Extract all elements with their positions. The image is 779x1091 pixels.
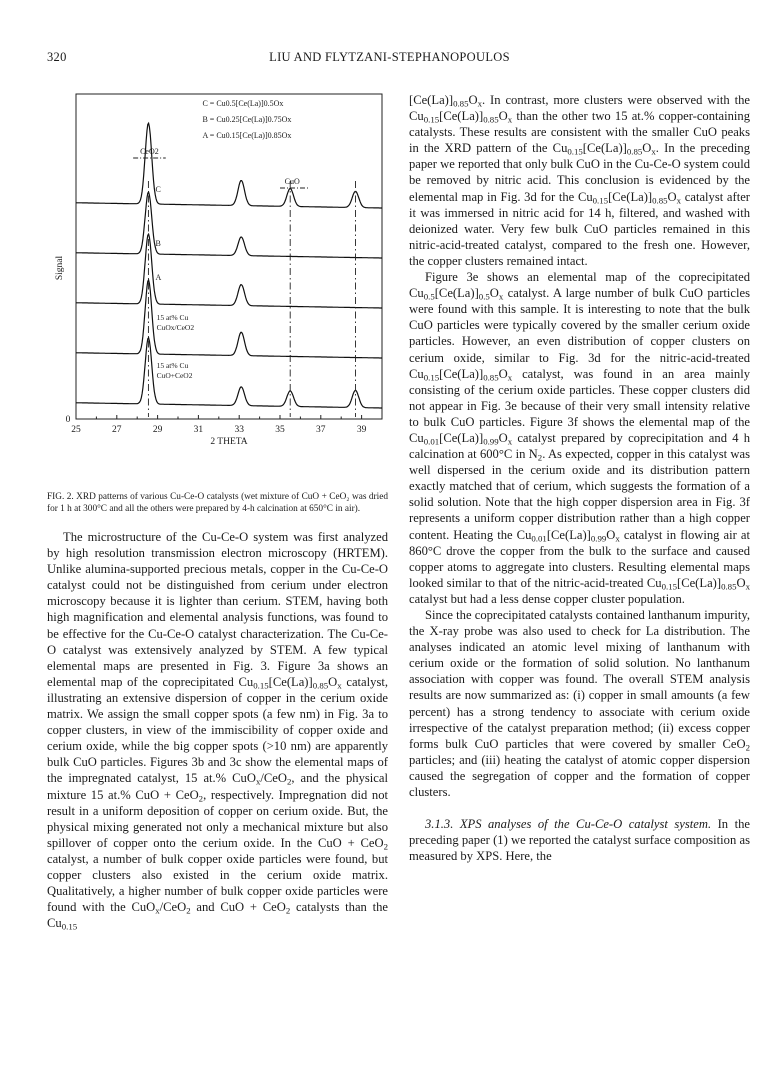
right-paragraph-3: Since the coprecipitated catalysts contained lanthanum impurity, the X-ray probe was also used to check for La distribution. The analyses indicated an atomic level mixing of lanthanum with cerium oxide or the formation of solid solution. No lanthanum association with copper was found. The overall STEM analysis results are now summarized as: (i) copper in small amounts (a few percent) has a strong tendency to associate with cerium oxide irrespective of the catalyst preparation method; (ii) excess copper forms bulk CuO particles that were covered by smaller CeO$_2$ particles; and (iii) heating the catalyst of atomic copper dispersion caused the segregation of copper and the formation of copper clusters. <box>409 608 750 800</box>
x-tick-label: 33 <box>234 425 244 435</box>
series-label: CuOx/CeO2 <box>156 323 195 332</box>
series-label: A <box>155 273 162 282</box>
left-column <box>47 529 388 931</box>
reference-label: CuO <box>284 177 300 186</box>
legend-entry: C = Cu0.5[Ce(La)]0.5Ox <box>202 99 284 108</box>
series-line <box>76 234 382 308</box>
x-tick-label: 29 <box>152 425 163 435</box>
y-axis-label: Signal <box>55 255 65 281</box>
x-tick-label: 39 <box>356 425 367 435</box>
left-paragraph-1: The microstructure of the Cu-Ce-O system was first analyzed by high resolution transmission electron microscopy (HRTEM). Unlike alumina-supported precious metals, copper in the Cu-Ce-O catalyst could not be distinguished from cerium under electron microscopy because it is lighter than cerium. STEM, having both high magnification and elemental analysis functions, was found to be effective for the Cu-Ce-O catalyst characterization. The Cu-Ce-O catalyst was extensively analyzed by STEM. A few typical elemental maps are presented in Fig. 3. Figure 3a shows an elemental map of the coprecipitated $Cu_{0.15}[Ce(La)]_{0.85}O_x$ catalyst, illustrating an extensive dispersion of copper in the cerium oxide matrix. We assign the small copper spots (a few nm) in Fig. 3a to copper clusters, in view of the immiscibility of copper oxide and cerium oxide, while the big copper spots (>10 nm) are apparently bulk CuO particles. Figures 3b and 3c show the elemental maps of the impregnated catalyst, 15 at.% CuO$_x$/CeO$_2$, and the physical mixture 15 at.% CuO + CeO$_2$, respectively. Impregnation did not result in a uniform deposition of copper on cerium oxide. But, the physical mixing generated not only a mechanical mixture but also spillover of copper onto the cerium oxide. In the CuO + CeO$_2$ catalyst, a number of bulk copper oxide particles were found, but copper clusters also existed in the cerium oxide matrix. Qualitatively, a higher number of bulk copper oxide particles were found with the CuO$_x$/CeO$_2$ and CuO + CeO$_2$ catalysts than the $Cu_{0.15}$ <box>47 530 388 932</box>
x-tick-label: 31 <box>193 425 204 435</box>
legend-entry: A = Cu0.15[Ce(La)]0.85Ox <box>202 131 292 140</box>
series-label: B <box>155 239 161 248</box>
right-paragraph-2: Figure 3e shows an elemental map of the coprecipitated $Cu_{0.5}[Ce(La)]_{0.5}O_x$ catalyst. A large number of bulk CuO particles were found with this sample. It is interesting to note that the bulk CuO particles were typically covered by the smaller cerium oxide particles. However, an even distribution of copper clusters on cerium oxide, similar to Fig. 3d for the nitric-acid-treated $Cu_{0.15}[Ce(La)]_{0.85}O_x$ catalyst, was found in an area mainly consisting of the cerium oxide particles. These copper clusters did not appear in Fig. 3e because of their very small intensity relative to bulk CuO particles. Figure 3f shows the elemental map of the $Cu_{0.01}[Ce(La)]_{0.99}O_x$ catalyst prepared by coprecipitation and 4 h calcination at 600°C in $N_2$. As expected, copper in this catalyst was well dispersed in the cerium oxide and its distribution pattern exactly matched that of cerium, which suggests the formation of a solid solution. Note that the high copper dispersion area in Fig. 3f represents a uniform copper distribution rather than a high copper content. Heating the $Cu_{0.01}[Ce(La)]_{0.99}O_x$ catalyst in flowing air at 860°C drove the copper from the bulk to the surface and caused copper atoms to aggregate into clusters. Resulting elemental maps looked similar to that of the nitric-acid-treated $Cu_{0.15}[Ce(La)]_{0.85}O_x$ catalyst but had a less dense copper cluster population. <box>409 270 750 606</box>
series-label: 15 at% Cu <box>156 313 189 322</box>
x-tick-label: 37 <box>316 425 326 435</box>
series-line <box>76 338 382 408</box>
series-label: CuO+CeO2 <box>156 371 193 380</box>
subsection-heading: 3.1.3. XPS analyses of the Cu-Ce-O catalyst system. <box>425 817 712 832</box>
right-column <box>409 92 750 864</box>
xrd-chart <box>48 86 388 488</box>
x-tick-label: 27 <box>112 425 122 435</box>
legend-entry: B = Cu0.25[Ce(La)]0.75Ox <box>202 115 292 124</box>
series-line <box>76 192 382 258</box>
subsection-3-1-3 <box>409 816 750 864</box>
right-paragraph-1: $[Ce(La)]_{0.85}O_x$. In contrast, more clusters were observed with the $Cu_{0.15}[Ce(La)]_{0.85}O_x$ than the other two 15 at.% copper-containing catalysts. These results are consistent with the smaller CuO peaks in the XRD pattern of the $Cu_{0.15}[Ce(La)]_{0.85}O_x$. In the preceding paper we reported that only bulk CuO in the Cu-Ce-O system could be removed by nitric acid. This conclusion is evidenced by the elemental map in Fig. 3d for the $Cu_{0.15}[Ce(La)]_{0.85}O_x$ catalyst after it was immersed in nitric acid for 14 h, filtered, and washed with deionized water. Very few bulk CuO particles remained in this nitric-acid-treated catalyst, compared to the fresh one. However, the copper clusters remained intact. <box>409 93 751 268</box>
xrd-figure <box>48 86 388 493</box>
y-tick-label: 0 <box>65 415 71 425</box>
page-number: 320 <box>47 50 67 64</box>
x-tick-label: 25 <box>71 425 81 435</box>
running-head: LIU AND FLYTZANI-STEPHANOPOULOS <box>269 50 510 64</box>
subsection-text: In the preceding paper (1) we reported the catalyst surface composition as measured by XPS. Here, the <box>409 817 750 864</box>
plot-frame <box>76 94 382 419</box>
series-label: C <box>155 185 161 194</box>
reference-label: CeO2 <box>140 147 159 156</box>
figure-caption: FIG. 2. XRD patterns of various Cu-Ce-O catalysts (wet mixture of CuO + CeO₂ was dried for 1 h at 300°C and all the others were prepared by 4-h calcination at 650°C in air). <box>47 492 388 514</box>
x-tick-label: 35 <box>275 425 285 435</box>
series-line <box>76 280 382 358</box>
series-label: 15 at% Cu <box>156 361 189 370</box>
x-axis-label: 2 THETA <box>210 437 248 447</box>
